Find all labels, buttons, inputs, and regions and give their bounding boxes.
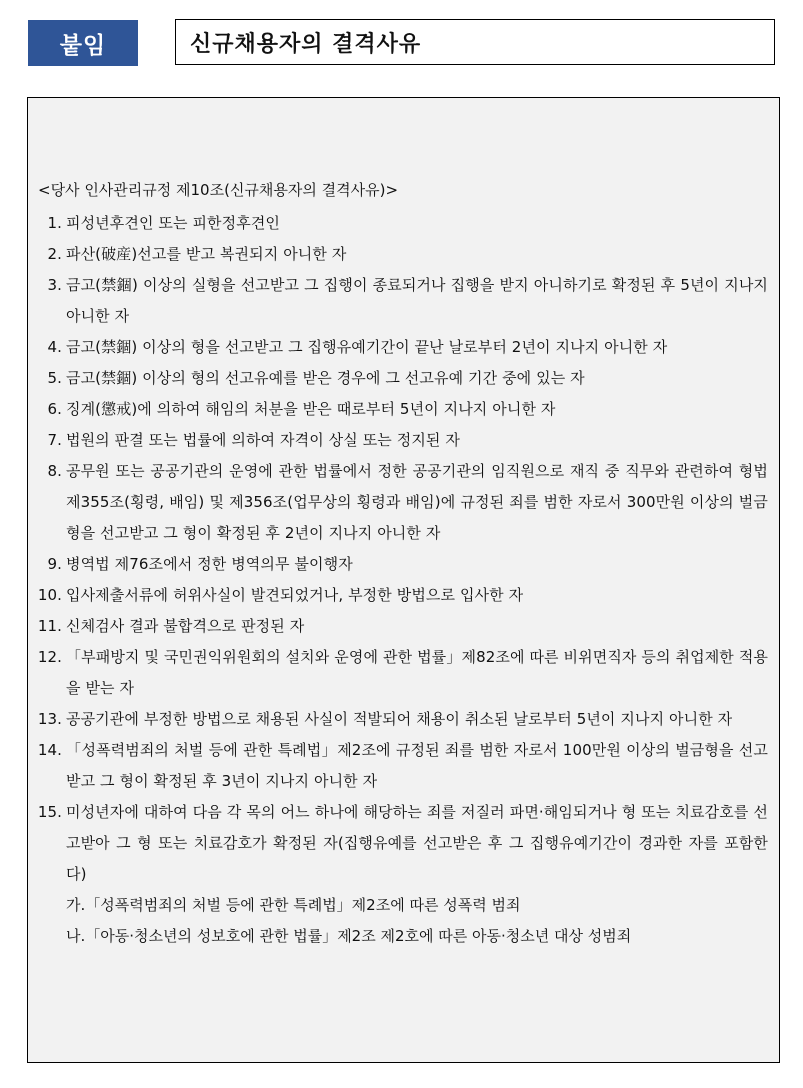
item-number: 2. <box>47 245 62 263</box>
item-text: 미성년자에 대하여 다음 각 목의 어느 하나에 해당하는 죄를 저질러 파면·해임되거나 형 또는 치료감호를 선고받아 그 형 또는 치료감호가 확정된 자(집행유예를 선고받은 후 그 집행유예기간이 경과한 자를 포함한다) <box>66 803 768 883</box>
item-number: 3. <box>47 276 62 294</box>
item-number: 8. <box>47 462 62 480</box>
list-item <box>36 549 768 580</box>
attachment-badge <box>28 20 138 66</box>
item-number: 9. <box>47 555 62 573</box>
item-text: 파산(破産)선고를 받고 복권되지 아니한 자 <box>66 245 347 263</box>
list-item <box>36 270 768 332</box>
item-number: 5. <box>47 369 62 387</box>
item-number: 4. <box>47 338 62 356</box>
sub-item-text: 나.「아동·청소년의 성보호에 관한 법률」제2조 제2호에 따른 아동·청소년 대상 성범죄 <box>66 927 632 945</box>
list-item <box>36 735 768 797</box>
list-item <box>36 394 768 425</box>
list-item <box>36 425 768 456</box>
item-number: 1. <box>47 214 62 232</box>
item-number: 6. <box>47 400 62 418</box>
item-text: 금고(禁錮) 이상의 형의 선고유예를 받은 경우에 그 선고유예 기간 중에 있는 자 <box>66 369 585 387</box>
item-number: 13. <box>37 710 62 728</box>
item-text: 피성년후견인 또는 피한정후견인 <box>66 214 280 232</box>
item-text: 공무원 또는 공공기관의 운영에 관한 법률에서 정한 공공기관의 임직원으로 재직 중 직무와 관련하여 형법 제355조(횡령, 배임) 및 제356조(업무상의 횡령과 배임)에 규정된 죄를 범한 자로서 300만원 이상의 벌금형을 선고받고 그 형이 확정된 후 2년이 지나지 아니한 자 <box>66 462 768 542</box>
item-number: 15. <box>37 803 62 821</box>
sub-item <box>36 921 768 952</box>
content-panel <box>27 97 780 1063</box>
item-text: 「성폭력범죄의 처벌 등에 관한 특례법」제2조에 규정된 죄를 범한 자로서 100만원 이상의 벌금형을 선고받고 그 형이 확정된 후 3년이 지나지 아니한 자 <box>66 741 768 790</box>
item-number: 12. <box>37 648 62 666</box>
item-text: 「부패방지 및 국민권익위원회의 설치와 운영에 관한 법률」제82조에 따른 비위면직자 등의 취업제한 적용을 받는 자 <box>66 648 768 697</box>
item-text: 신체검사 결과 불합격으로 판정된 자 <box>66 617 305 635</box>
item-text: 병역법 제76조에서 정한 병역의무 불이행자 <box>66 555 353 573</box>
item-number: 7. <box>47 431 62 449</box>
item-text: 입사제출서류에 허위사실이 발견되었거나, 부정한 방법으로 입사한 자 <box>66 586 524 604</box>
item-text: 법원의 판결 또는 법률에 의하여 자격이 상실 또는 정지된 자 <box>66 431 460 449</box>
title-box <box>175 19 775 65</box>
list-item <box>36 363 768 394</box>
item-number: 14. <box>37 741 62 759</box>
list-item <box>36 332 768 363</box>
item-number: 11. <box>37 617 62 635</box>
list-item <box>36 239 768 270</box>
item-text: 금고(禁錮) 이상의 형을 선고받고 그 집행유예기간이 끝난 날로부터 2년이 지나지 아니한 자 <box>66 338 668 356</box>
list-item <box>36 580 768 611</box>
disqualification-list <box>36 208 768 952</box>
item-text: 금고(禁錮) 이상의 실형을 선고받고 그 집행이 종료되거나 집행을 받지 아니하기로 확정된 후 5년이 지나지 아니한 자 <box>66 276 768 325</box>
attachment-badge-label: 붙임 <box>59 32 107 59</box>
item-text: 공공기관에 부정한 방법으로 채용된 사실이 적발되어 채용이 취소된 날로부터 5년이 지나지 아니한 자 <box>66 710 733 728</box>
sub-item <box>36 890 768 921</box>
item-text: 징계(懲戒)에 의하여 해임의 처분을 받은 때로부터 5년이 지나지 아니한 자 <box>66 400 556 418</box>
list-item <box>36 456 768 549</box>
list-item <box>36 704 768 735</box>
list-item <box>36 611 768 642</box>
item-number: 10. <box>37 586 62 604</box>
regulation-reference: <당사 인사관리규정 제10조(신규채용자의 결격사유)> <box>38 181 399 199</box>
sub-item-text: 가.「성폭력범죄의 처벌 등에 관한 특례법」제2조에 따른 성폭력 범죄 <box>66 896 521 914</box>
list-item <box>36 642 768 704</box>
page-title: 신규채용자의 결격사유 <box>190 31 422 57</box>
list-item <box>36 208 768 239</box>
list-item <box>36 797 768 890</box>
